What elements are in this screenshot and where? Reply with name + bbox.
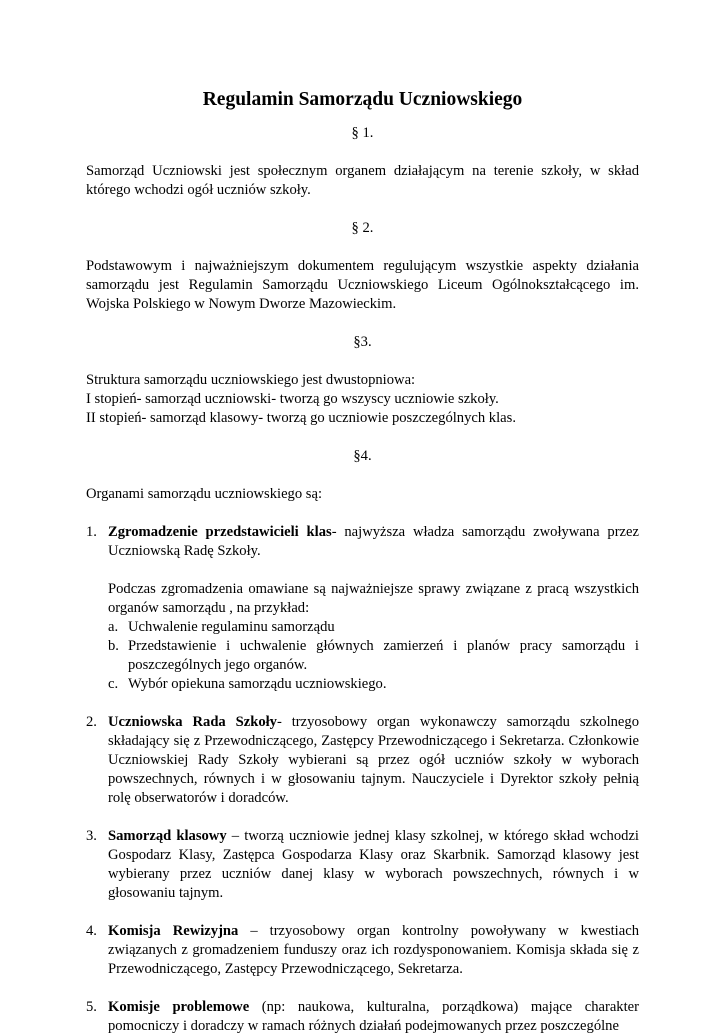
- list-item-number: 1.: [86, 524, 97, 540]
- list-item-description: (np: naukowa, kulturalna, porządkowa) mające charakter pomocniczy i doradczy w ramach różnych działań podejmowanych przez poszczególne: [108, 999, 639, 1034]
- sub-item-letter: c.: [108, 676, 119, 692]
- list-item-term: Komisje problemowe: [108, 999, 250, 1015]
- section-4-intro: Organami samorządu uczniowskiego są:: [86, 486, 323, 502]
- section-3-line-3: II stopień- samorząd klasowy- tworzą go uczniowie poszczególnych klas.: [86, 410, 516, 426]
- list-item-term: Komisja Rewizyjna: [108, 923, 239, 939]
- sub-item: [108, 637, 639, 675]
- list-item-number: 2.: [86, 714, 97, 730]
- list-item-paragraph: Podczas zgromadzenia omawiane są najważniejsze sprawy związane z pracą wszystkich organów samorządu , na przykład:: [108, 581, 639, 616]
- list-item-description: - najwyższa władza samorządu zwoływana przez Uczniowską Radę Szkoły.: [108, 524, 639, 559]
- list-item: [86, 998, 639, 1036]
- sub-item-text: Wybór opiekuna samorządu uczniowskiego.: [128, 676, 387, 692]
- section-3-line-2: I stopień- samorząd uczniowski- tworzą go wszyscy uczniowie szkoły.: [86, 391, 499, 407]
- section-3-heading: §3.: [353, 334, 372, 350]
- list-item-term: Samorząd klasowy: [108, 828, 227, 844]
- sub-item-letter: a.: [108, 619, 119, 635]
- section-2-text: Podstawowym i najważniejszym dokumentem regulującym wszystkie aspekty działania samorządu jest Regulamin Samorządu Uczniowskiego Liceum Ogólnokształcącego im. Wojska Polskiego w Nowym Dworze Mazowieckim.: [86, 258, 639, 312]
- list-item-description: - trzyosobowy organ wykonawczy samorządu szkolnego składający się z Przewodniczącego, Zastępcy Przewodniczącego i Sekretarza. Członkowie Uczniowskiej Rady Szkoły wybierani są przez ogół uczniów szkoły w wyborach powszechnych, równych i w głosowaniu tajnym. Nauczyciele i Dyrektor szkoły pełnią rolę obserwatorów i doradców.: [108, 714, 640, 806]
- sub-item: [108, 618, 639, 637]
- sub-item-text: Przedstawienie i uchwalenie głównych zamierzeń i planów pracy samorządu i poszczególnych jego organów.: [128, 638, 639, 673]
- list-item-number: 3.: [86, 828, 97, 844]
- sub-item-letter: b.: [108, 638, 119, 654]
- list-item-description: – trzyosobowy organ kontrolny powoływany w kwestiach związanych z gromadzeniem funduszy oraz ich rozdysponowaniem. Komisja składa się z Przewodniczącego, Zastępcy Przewodniczącego, Sekretarza.: [108, 923, 639, 977]
- list-item-term: Zgromadzenie przedstawicieli klas: [108, 524, 332, 540]
- list-item-term: Uczniowska Rada Szkoły: [108, 714, 277, 730]
- section-1-heading: § 1.: [351, 125, 374, 141]
- document-title: Regulamin Samorządu Uczniowskiego: [202, 89, 523, 110]
- section-4-heading: §4.: [353, 448, 372, 464]
- list-item: [86, 922, 639, 979]
- section-2-heading: § 2.: [351, 220, 374, 236]
- section-1-text: Samorząd Uczniowski jest społecznym organem działającym na terenie szkoły, w skład którego wchodzi ogół uczniów szkoły.: [86, 163, 639, 198]
- list-item: [86, 713, 639, 808]
- list-item: [86, 523, 639, 694]
- section-3-line-1: Struktura samorządu uczniowskiego jest dwustopniowa:: [86, 372, 416, 388]
- list-item-description: – tworzą uczniowie jednej klasy szkolnej, w którego skład wchodzi Gospodarz Klasy, Zastępca Gospodarza Klasy oraz Skarbnik. Samorząd klasowy jest wybierany przez uczniów danej klasy w wyborach powszechnych, równych i w głosowaniu tajnym.: [108, 828, 639, 901]
- document-content: [86, 88, 639, 1036]
- organs-list: [86, 523, 639, 1036]
- list-item-number: 5.: [86, 999, 97, 1015]
- list-item: [86, 827, 639, 903]
- sub-item-text: Uchwalenie regulaminu samorządu: [128, 619, 335, 635]
- list-item-number: 4.: [86, 923, 97, 939]
- sub-item: [108, 675, 639, 694]
